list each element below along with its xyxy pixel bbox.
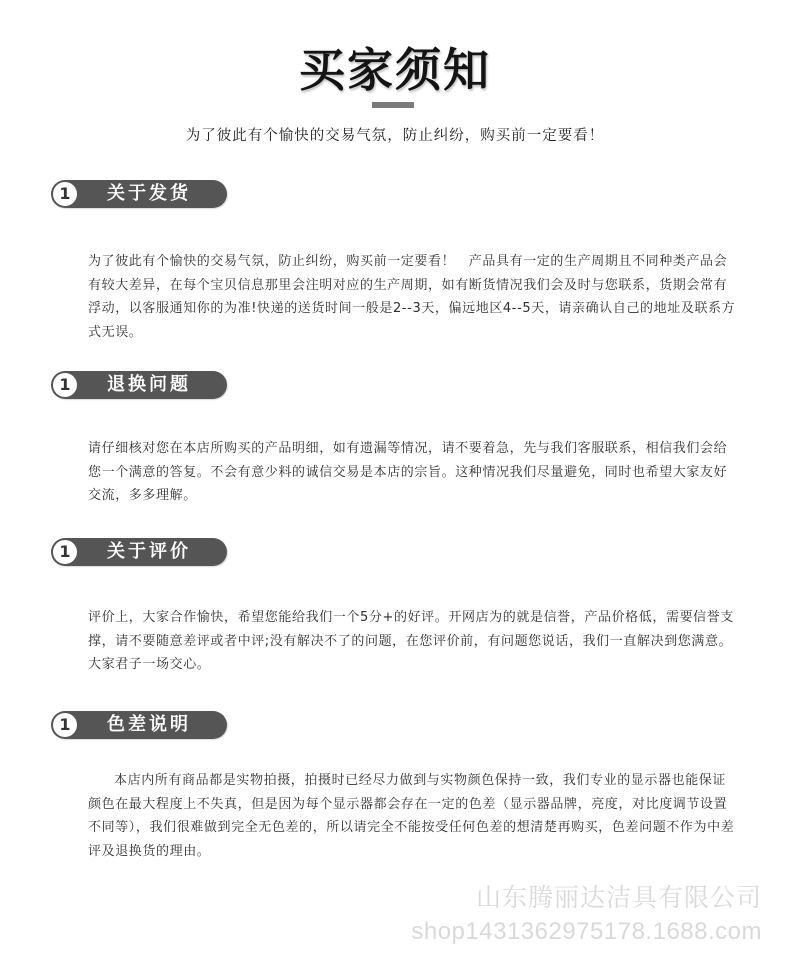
section-body-reviews: 评价上，大家合作愉快，希望您能给我们一个5分+的好评。开网店为的就是信誉，产品价格低，需要信誉支撑，请不要随意差评或者中评;没有解决不了的问题，在您评价前，有问题您说话，我们一直解决到您满意。大家君子一场交心。 bbox=[88, 610, 734, 672]
section-body-returns: 请仔细核对您在本店所购买的产品明细，如有遗漏等情况，请不要着急，先与我们客服联系，相信我们会给您一个满意的答复。不会有意少料的诚信交易是本店的宗旨。这种情况我们尽量避免，同时也希望大家友好交流，多多理解。 bbox=[88, 441, 728, 503]
section-number-badge: 1 bbox=[53, 182, 77, 206]
section-number-badge: 1 bbox=[53, 713, 77, 737]
section-header-shipping bbox=[51, 180, 227, 208]
watermark-url: shop1431362975178.1688.com bbox=[411, 918, 762, 945]
section-body-shipping: 为了彼此有个愉快的交易气氛，防止纠纷，购买前一定要看！ 产品具有一定的生产周期且不同种类产品会有较大差异，在每个宝贝信息那里会注明对应的生产周期，如有断货情况我们会及时与您联系，货期会常有浮动，以客服通知你的为准!快递的送货时间一般是2--3天，偏远地区4--5天，请亲确认自己的地址及联系方式无误。 bbox=[88, 254, 736, 340]
section-title: 关于发货 bbox=[107, 183, 191, 204]
section-header-returns bbox=[51, 371, 227, 399]
page-title: 买家须知 bbox=[299, 43, 491, 97]
section-header-reviews bbox=[51, 538, 227, 566]
section-title: 色差说明 bbox=[107, 714, 191, 735]
section-body-color-difference: 本店内所有商品都是实物拍摄，拍摄时已经尽力做到与实物颜色保持一致，我们专业的显示器也能保证颜色在最大程度上不失真，但是因为每个显示器都会存在一定的色差（显示器品牌，亮度，对比度调节设置不同等），我们很难做到完全无色差的，所以请完全不能按受任何色差的想清楚再购买，色差问题不作为中差评及退换货的理由。 bbox=[88, 773, 735, 859]
section-title: 关于评价 bbox=[107, 541, 191, 562]
watermark-company: 山东腾丽达洁具有限公司 bbox=[475, 884, 762, 912]
section-number-badge: 1 bbox=[53, 540, 77, 564]
section-number-badge: 1 bbox=[53, 373, 77, 397]
section-title: 退换问题 bbox=[107, 374, 191, 395]
section-header-color-difference bbox=[51, 711, 227, 739]
page-subtitle: 为了彼此有个愉快的交易气氛，防止纠纷，购买前一定要看！ bbox=[185, 128, 605, 144]
title-underline bbox=[372, 102, 414, 108]
